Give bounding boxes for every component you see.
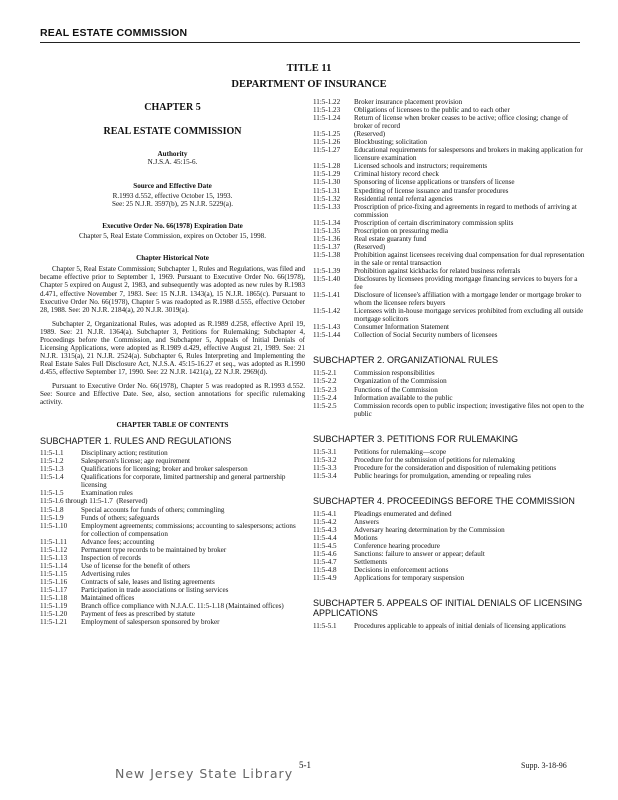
section-number: 11:5-1.23	[313, 106, 341, 115]
chapter-name: REAL ESTATE COMMISSION	[103, 126, 242, 137]
authority-text: N.J.S.A. 45:15-6.	[147, 158, 198, 167]
toc-entry[interactable]	[40, 546, 305, 554]
toc-entry[interactable]	[313, 510, 585, 518]
section-number: 11:5-4.1	[313, 509, 337, 518]
toc-entry[interactable]	[40, 506, 305, 514]
toc-entry[interactable]	[40, 610, 305, 618]
section-number: 11:5-1.6 through 11:5-1.7	[40, 497, 113, 506]
subchapter-5-heading: SUBCHAPTER 5. APPEALS OF INITIAL DENIALS OF LICENSING APPLICATIONS	[313, 598, 583, 619]
section-number: 11:5-1.35	[313, 226, 341, 235]
section-number: 11:5-1.38	[313, 250, 341, 259]
toc-entry[interactable]	[313, 187, 585, 195]
section-number: 11:5-2.2	[313, 377, 337, 386]
historical-note-paragraph: Chapter 5, Real Estate Commission; Subchapter 1, Rules and Regulations, was filed and became effective prior to September 1, 1969. Pursuant to Executive Order No. 66(1978), Chapter 5 expired on August 2, 1983, and subsequently was adopted as new rules by R.1983 d.471, effective November 7, 1983. See: 15 N.J.R. 1343(a), 15 N.J.R. 1865(c). Pursuant to Executive Order No. 66(1978), Chapter 5 was readopted as R.1988 d.555, effective October 28, 1988. See: 20 N.J.R. 2184(a), 20 N.J.R. 3019(a).	[40, 265, 305, 314]
section-number: 11:5-1.33	[313, 202, 341, 211]
section-number: 11:5-4.4	[313, 534, 337, 543]
section-title: Use of license for the benefit of others	[81, 561, 190, 570]
right-column	[313, 98, 585, 630]
subchapter-1-list-continued	[313, 98, 585, 339]
section-title: Maintained offices	[81, 594, 135, 603]
running-head: REAL ESTATE COMMISSION	[40, 27, 188, 39]
section-title: Settlements	[354, 558, 388, 567]
toc-entry[interactable]	[40, 570, 305, 578]
section-number: 11:5-1.8	[40, 505, 64, 514]
toc-heading: CHAPTER TABLE OF CONTENTS	[116, 421, 229, 430]
section-title: Decisions in enforcement actions	[354, 566, 449, 575]
section-number: 11:5-1.42	[313, 307, 341, 316]
toc-entry[interactable]	[313, 464, 585, 472]
section-title: Disciplinary action; restitution	[81, 449, 168, 458]
toc-entry[interactable]	[40, 618, 305, 626]
section-number: 11:5-4.9	[313, 574, 337, 583]
toc-entry[interactable]	[313, 138, 585, 146]
section-title: Adversary hearing determination by the Commission	[354, 525, 505, 534]
toc-entry[interactable]	[40, 449, 305, 457]
exec-order-text: Chapter 5, Real Estate Commission, expires on October 15, 1998.	[79, 232, 266, 241]
section-number: 11:5-1.10	[40, 521, 68, 530]
toc-entry[interactable]	[313, 251, 585, 267]
toc-entry[interactable]	[313, 526, 585, 534]
section-number: 11:5-1.34	[313, 218, 341, 227]
toc-entry[interactable]	[313, 323, 585, 331]
toc-entry[interactable]	[313, 203, 585, 219]
section-title: Examination rules	[81, 489, 133, 498]
section-number: 11:5-4.3	[313, 525, 337, 534]
section-title: Blockbusting; solicitation	[354, 138, 428, 147]
toc-entry[interactable]	[313, 448, 585, 456]
section-title: (Reserved)	[354, 130, 386, 139]
section-number: 11:5-3.3	[313, 463, 337, 472]
section-title: Proscription on pressuring media	[354, 226, 448, 235]
section-title: Licensees with in-house mortgage services prohibited from excluding all outside mortgage solicitors	[354, 307, 584, 324]
section-title: Sponsoring of license applications or transfers of license	[354, 178, 515, 187]
section-title: Disclosures by licensees providing mortgage financing services to buyers for a fee	[354, 275, 578, 292]
section-title: Prohibition against kickbacks for related business referrals	[354, 266, 521, 275]
toc-entry[interactable]	[313, 456, 585, 464]
section-title: Inspection of records	[81, 553, 141, 562]
toc-entry[interactable]	[40, 457, 305, 465]
section-number: 11:5-2.1	[313, 369, 337, 378]
section-number: 11:5-1.41	[313, 291, 341, 300]
section-number: 11:5-1.4	[40, 473, 64, 482]
header-rule	[40, 42, 580, 43]
section-number: 11:5-2.5	[313, 401, 337, 410]
toc-entry[interactable]	[313, 534, 585, 542]
toc-entry[interactable]	[40, 514, 305, 522]
toc-entry[interactable]	[313, 331, 585, 339]
section-title: Special accounts for funds of others; commingling	[81, 505, 225, 514]
section-number: 11:5-4.6	[313, 550, 337, 559]
section-title: (Reserved)	[116, 497, 148, 506]
section-number: 11:5-1.14	[40, 561, 68, 570]
section-title: Advertising rules	[81, 569, 131, 578]
section-number: 11:5-2.3	[313, 385, 337, 394]
toc-entry[interactable]	[313, 472, 585, 480]
section-title: Conference hearing procedure	[354, 542, 440, 551]
section-title: Proscription of certain discriminatory commission splits	[354, 218, 514, 227]
section-number: 11:5-1.37	[313, 242, 341, 251]
toc-entry[interactable]	[313, 307, 585, 323]
section-title: Licensed schools and instructors; requirements	[354, 162, 488, 171]
subchapter-4-heading: SUBCHAPTER 4. PROCEEDINGS BEFORE THE COMMISSION	[313, 495, 575, 506]
section-number: 11:5-5.1	[313, 622, 337, 631]
historical-note-paragraph: Pursuant to Executive Order No. 66(1978), Chapter 5 was readopted as R.1993 d.552. See: Source and Effective Date. See, also, section annotations for specific rulemaking activity.	[40, 381, 305, 407]
section-title: Consumer Information Statement	[354, 323, 449, 332]
section-title: Criminal history record check	[354, 170, 439, 179]
source-line: See: 25 N.J.R. 3597(b), 25 N.J.R. 5229(a).	[112, 200, 233, 209]
section-title: Collection of Social Security numbers of licensees	[354, 331, 498, 340]
section-number: 11:5-1.13	[40, 553, 68, 562]
toc-entry[interactable]	[40, 586, 305, 594]
section-title: Pleadings enumerated and defined	[354, 509, 452, 518]
section-number: 11:5-1.43	[313, 323, 341, 332]
section-number: 11:5-1.11	[40, 537, 67, 546]
section-number: 11:5-4.7	[313, 558, 337, 567]
section-title: Procedures applicable to appeals of initial denials of licensing applications	[354, 622, 566, 631]
section-title: Advance fees; accounting	[81, 537, 155, 546]
page-number: 5-1	[299, 760, 311, 770]
section-number: 11:5-1.21	[40, 618, 68, 627]
toc-entry[interactable]	[313, 130, 585, 138]
section-title: Commission responsibilities	[354, 369, 435, 378]
section-number: 11:5-1.19	[40, 602, 68, 611]
subchapter-3-list	[313, 448, 585, 480]
section-number: 11:5-4.2	[313, 517, 337, 526]
subchapter-2-list	[313, 369, 585, 417]
title-heading: TITLE 11	[286, 63, 332, 74]
left-column	[40, 98, 305, 626]
section-number: 11:5-1.17	[40, 585, 68, 594]
toc-entry[interactable]	[313, 170, 585, 178]
section-title: Answers	[354, 517, 379, 526]
section-number: 11:5-1.9	[40, 513, 64, 522]
section-title: Educational requirements for salespersons and brokers in making application for licensure examination	[354, 146, 583, 163]
toc-entry[interactable]	[40, 522, 305, 538]
supplement-date: Supp. 3-18-96	[521, 761, 567, 770]
section-title: Employment of salesperson sponsored by broker	[81, 618, 220, 627]
section-number: 11:5-1.15	[40, 569, 68, 578]
section-title: Sanctions: failure to answer or appear; default	[354, 550, 485, 559]
section-number: 11:5-2.4	[313, 393, 337, 402]
section-number: 11:5-1.20	[40, 610, 68, 619]
section-title: (Reserved)	[354, 242, 386, 251]
section-title: Contracts of sale, leases and listing agreements	[81, 577, 215, 586]
section-title: Branch office compliance with N.J.A.C. 11:5-1.18 (Maintained offices)	[81, 602, 284, 611]
section-title: Funds of others; safeguards	[81, 513, 160, 522]
toc-entry[interactable]	[40, 465, 305, 473]
historical-note-heading: Chapter Historical Note	[136, 254, 209, 263]
subchapter-2-heading: SUBCHAPTER 2. ORGANIZATIONAL RULES	[313, 355, 499, 366]
toc-entry[interactable]	[313, 386, 585, 394]
subchapter-1-heading: SUBCHAPTER 1. RULES AND REGULATIONS	[40, 436, 232, 447]
toc-entry[interactable]	[313, 178, 585, 186]
section-number: 11:5-1.32	[313, 194, 341, 203]
section-title: Commission records open to public inspection; investigative files not open to the public	[354, 401, 584, 418]
subchapter-5-list	[313, 622, 585, 630]
section-number: 11:5-1.36	[313, 234, 341, 243]
section-number: 11:5-1.16	[40, 577, 68, 586]
toc-entry[interactable]	[313, 369, 585, 377]
toc-entry[interactable]	[40, 473, 305, 489]
section-title: Qualifications for licensing; broker and broker salesperson	[81, 465, 248, 474]
section-title: Organization of the Commission	[354, 377, 447, 386]
section-title: Expediting of license issuance and transfer procedures	[354, 186, 509, 195]
section-number: 11:5-1.25	[313, 130, 341, 139]
section-title: Information available to the public	[354, 393, 453, 402]
exec-order-heading: Executive Order No. 66(1978) Expiration Date	[102, 222, 243, 231]
toc-entry[interactable]	[40, 489, 305, 497]
section-title: Motions	[354, 534, 378, 543]
toc-entry[interactable]	[313, 291, 585, 307]
section-number: 11:5-1.40	[313, 275, 341, 284]
section-title: Participation in trade associations or listing services	[81, 585, 229, 594]
section-title: Salesperson's license; age requirement	[81, 457, 191, 466]
subchapter-4-list	[313, 510, 585, 582]
section-number: 11:5-1.27	[313, 146, 341, 155]
toc-entry[interactable]	[313, 518, 585, 526]
section-number: 11:5-1.2	[40, 457, 64, 466]
toc-entry[interactable]	[40, 594, 305, 602]
toc-entry[interactable]	[313, 558, 585, 566]
toc-entry[interactable]	[40, 497, 305, 505]
toc-entry[interactable]	[313, 542, 585, 550]
section-number: 11:5-1.3	[40, 465, 64, 474]
section-number: 11:5-3.1	[313, 447, 337, 456]
section-number: 11:5-4.8	[313, 566, 337, 575]
section-title: Qualifications for corporate, limited partnership and general partnership licensing	[81, 473, 286, 490]
section-number: 11:5-1.5	[40, 489, 64, 498]
section-title: Permanent type records to be maintained by broker	[81, 545, 227, 554]
toc-entry[interactable]	[40, 554, 305, 562]
toc-entry[interactable]	[313, 243, 585, 251]
toc-entry[interactable]	[313, 566, 585, 574]
section-number: 11:5-1.31	[313, 186, 341, 195]
section-title: Functions of the Commission	[354, 385, 438, 394]
section-title: Obligations of licensees to the public and to each other	[354, 106, 510, 115]
library-stamp: New Jersey State Library	[115, 766, 294, 781]
section-title: Procedure for the consideration and disposition of rulemaking petitions	[354, 463, 557, 472]
toc-entry[interactable]	[313, 235, 585, 243]
historical-note-paragraph: Subchapter 2, Organizational Rules, was adopted as R.1989 d.258, effective April 19, 1989. See: 21 N.J.R. 1364(a). Subchapter 3, Petitions for Rulemaking; Subchapter 4, Proceedings before the Commission, and Subchapter 5, Appeals of Initial Denials of Licensing Applications, were adopted as R.1989 d.429, effective August 21, 1989. See: 21 N.J.R. 1315(a), 21 N.J.R. 2524(a). Subchapter 6, Rules Interpreting and Implementing the Real Estate Sales Full Disclosure Act, N.J.S.A. 45:15-16.27 et seq., was adopted as R.1990 d.455, effective September 17, 1990. See: 22 N.J.R. 1421(a), 22 N.J.R. 2969(d).	[40, 319, 305, 376]
section-number: 11:5-4.5	[313, 542, 337, 551]
toc-entry[interactable]	[313, 377, 585, 385]
toc-entry[interactable]	[313, 622, 585, 630]
section-number: 11:5-1.29	[313, 170, 341, 179]
authority-heading: Authority	[157, 150, 188, 158]
section-number: 11:5-1.26	[313, 138, 341, 147]
subchapter-1-list	[40, 449, 305, 626]
section-title: Residential rental referral agencies	[354, 194, 453, 203]
toc-entry[interactable]	[313, 146, 585, 162]
section-title: Petitions for rulemaking—scope	[354, 447, 447, 456]
toc-entry[interactable]	[313, 98, 585, 106]
section-title: Disclosure of licensee's affiliation with a mortgage lender or mortgage broker to whom the licensee refers buyers	[354, 291, 582, 308]
toc-entry[interactable]	[40, 562, 305, 570]
section-number: 11:5-1.30	[313, 178, 341, 187]
toc-entry[interactable]	[313, 114, 585, 130]
section-title: Payment of fees as prescribed by statute	[81, 610, 195, 619]
section-number: 11:5-3.2	[313, 455, 337, 464]
toc-entry[interactable]	[313, 267, 585, 275]
section-number: 11:5-1.12	[40, 545, 68, 554]
department-heading: DEPARTMENT OF INSURANCE	[231, 79, 387, 90]
toc-entry[interactable]	[313, 106, 585, 114]
toc-entry[interactable]	[40, 578, 305, 586]
toc-entry[interactable]	[313, 195, 585, 203]
section-number: 11:5-1.1	[40, 449, 64, 458]
source-heading: Source and Effective Date	[133, 182, 212, 191]
source-line: R.1993 d.552, effective October 15, 1993.	[112, 192, 233, 201]
section-title: Procedure for the submission of petitions for rulemaking	[354, 455, 515, 464]
toc-entry[interactable]	[40, 538, 305, 546]
toc-entry[interactable]	[313, 574, 585, 582]
section-number: 11:5-1.18	[40, 594, 68, 603]
section-title: Prohibition against licensees receiving dual compensation for dual representation in the sale or rental transaction	[354, 250, 585, 267]
section-title: Broker insurance placement provision	[354, 98, 463, 106]
subchapter-3-heading: SUBCHAPTER 3. PETITIONS FOR RULEMAKING	[313, 433, 519, 444]
toc-entry[interactable]	[313, 394, 585, 402]
section-number: 11:5-1.22	[313, 98, 341, 106]
section-title: Public hearings for promulgation, amending or repealing rules	[354, 471, 531, 480]
section-number: 11:5-1.44	[313, 331, 341, 340]
toc-entry[interactable]	[313, 402, 585, 418]
section-number: 11:5-3.4	[313, 471, 337, 480]
section-number: 11:5-1.24	[313, 114, 341, 123]
chapter-heading: CHAPTER 5	[144, 102, 201, 113]
section-title: Proscription of price-fixing and agreements in regard to methods of arriving at commission	[354, 202, 577, 219]
section-number: 11:5-1.28	[313, 162, 341, 171]
section-number: 11:5-1.39	[313, 266, 341, 275]
toc-entry[interactable]	[313, 275, 585, 291]
section-title: Return of license when broker ceases to be active; office closing; change of broker of record	[354, 114, 569, 131]
toc-entry[interactable]	[40, 602, 305, 610]
toc-entry[interactable]	[313, 219, 585, 227]
toc-entry[interactable]	[313, 162, 585, 170]
section-title: Employment agreements; commissions; accounting to salespersons; actions for collection of compensation	[81, 521, 296, 538]
section-title: Applications for temporary suspension	[354, 574, 465, 583]
toc-entry[interactable]	[313, 227, 585, 235]
section-title: Real estate guaranty fund	[354, 234, 427, 243]
toc-entry[interactable]	[313, 550, 585, 558]
